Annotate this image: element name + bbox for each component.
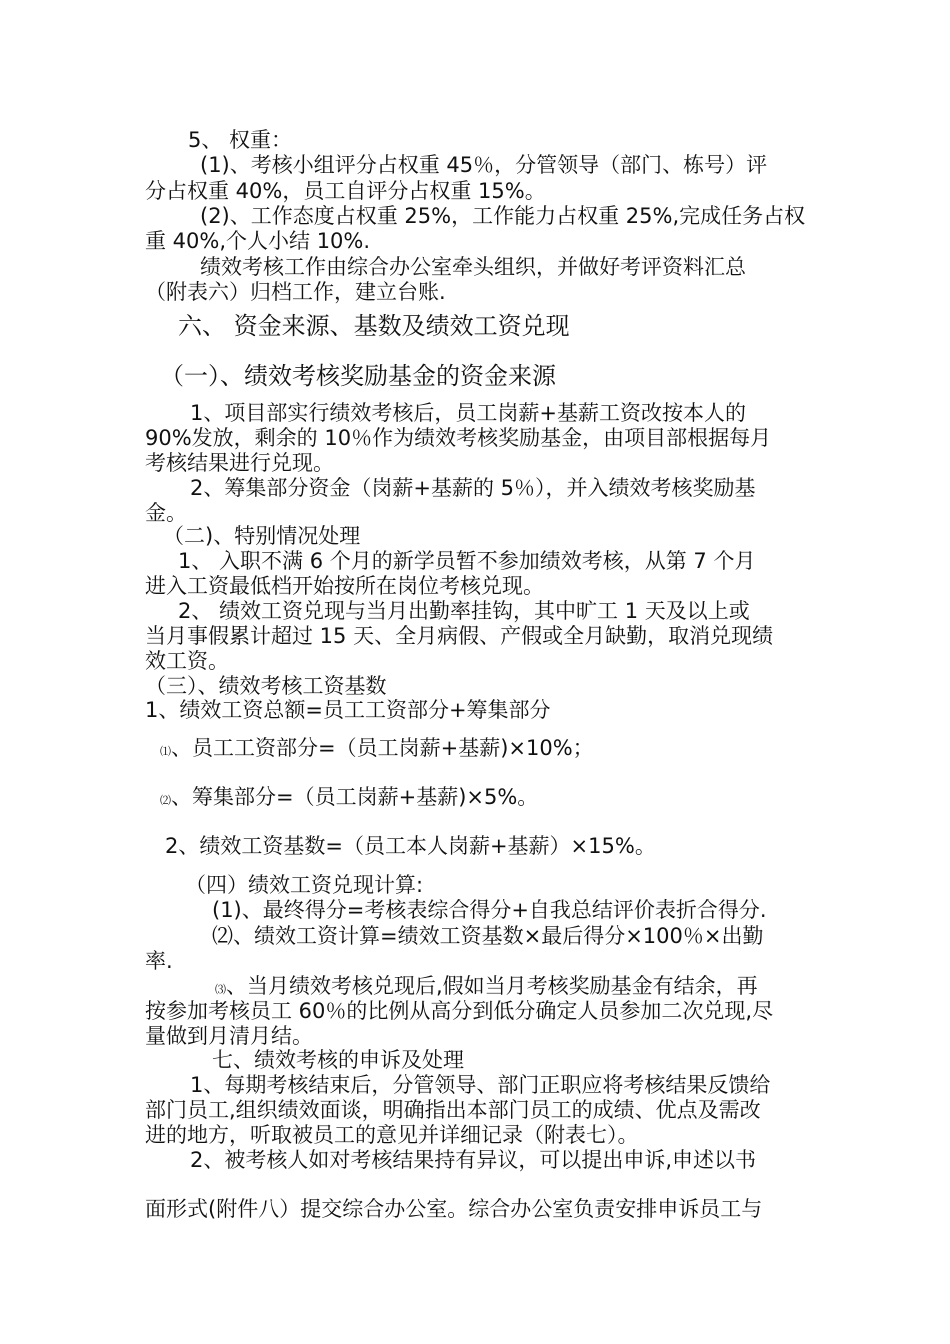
paragraph-line: (2)、工作态度占权重 25%，工作能力占权重 25%,完成任务占权 — [200, 204, 806, 228]
subsection-heading: （一）、绩效考核奖励基金的资金来源 — [160, 362, 556, 390]
formula-text: 、员工工资部分=（员工岗薪+基薪)×10%； — [171, 736, 594, 760]
paragraph-line: 进的地方，听取被员工的意见并详细记录（附表七）。 — [145, 1123, 639, 1147]
paragraph-line: (1)、最终得分=考核表综合得分+自我总结评价表折合得分. — [212, 898, 767, 922]
paragraph-line: 重 40%,个人小结 10%. — [145, 229, 371, 253]
paragraph-line: 金。 — [145, 501, 187, 525]
paragraph-line: 90%发放，剩余的 10％作为绩效考核奖励基金，由项目部根据每月 — [145, 426, 772, 450]
item-number: ⑴ — [160, 745, 171, 758]
paragraph-line: ⑵、绩效工资计算=绩效工资基数×最后得分×100％×出勤 — [212, 924, 764, 948]
paragraph-line: 绩效考核工作由综合办公室牵头组织，并做好考评资料汇总 — [200, 255, 746, 279]
paragraph-line: 效工资。 — [145, 649, 229, 673]
paragraph-line: （附表六）归档工作，建立台账. — [145, 280, 446, 304]
paragraph-line: (1)、考核小组评分占权重 45％，分管领导（部门、栋号）评 — [200, 153, 768, 177]
formula-line — [160, 784, 538, 814]
paragraph-line: 率. — [145, 949, 173, 973]
item-number: ⑵ — [160, 794, 171, 807]
paragraph-line: 1、项目部实行绩效考核后，员工岗薪+基薪工资改按本人的 — [190, 401, 746, 425]
paragraph-text: 、当月绩效考核兑现后,假如当月考核奖励基金有结余，再 — [226, 974, 758, 998]
paragraph-line: 面形式(附件八）提交综合办公室。综合办公室负责安排申诉员工与 — [145, 1197, 763, 1221]
section-7-heading: 七、绩效考核的申诉及处理 — [212, 1048, 464, 1072]
subsection-heading: （四）绩效工资兑现计算: — [185, 873, 424, 897]
formula-text: 、筹集部分=（员工岗薪+基薪)×5%。 — [171, 785, 539, 809]
item-number: ⑶ — [215, 983, 226, 996]
section-5-weights-heading: 5、 权重： — [188, 128, 293, 152]
paragraph-line: 2、被考核人如对考核结果持有异议，可以提出申诉,申述以书 — [190, 1148, 757, 1172]
subsection-heading: （三）、绩效考核工资基数 — [145, 674, 387, 698]
paragraph-line: 进入工资最低档开始按所在岗位考核兑现。 — [145, 574, 544, 598]
paragraph-line: 2、 绩效工资兑现与当月出勤率挂钩，其中旷工 1 天及以上或 — [178, 599, 750, 623]
paragraph-line: 1、绩效工资总额=员工工资部分+筹集部分 — [145, 698, 551, 722]
paragraph-line: 按参加考核员工 60％的比例从高分到低分确定人员参加二次兑现,尽 — [145, 999, 774, 1023]
paragraph-line: 1、每期考核结束后，分管领导、部门正职应将考核结果反馈给 — [190, 1073, 771, 1097]
paragraph-line: 当月事假累计超过 15 天、全月病假、产假或全月缺勤，取消兑现绩 — [145, 624, 774, 648]
paragraph-line: 量做到月清月结。 — [145, 1024, 313, 1048]
formula-line: 2、绩效工资基数=（员工本人岗薪+基薪）×15%。 — [165, 834, 656, 858]
paragraph-line: 考核结果进行兑现。 — [145, 451, 334, 475]
section-6-heading: 六、 资金来源、基数及绩效工资兑现 — [178, 312, 570, 340]
subsection-heading: （二)、特别情况处理 — [163, 524, 361, 548]
formula-line — [160, 735, 594, 765]
paragraph-line: 分占权重 40%，员工自评分占权重 15%。 — [145, 179, 546, 203]
paragraph-line: 1、 入职不满 6 个月的新学员暂不参加绩效考核，从第 7 个月 — [178, 549, 756, 573]
paragraph-line: 2、筹集部分资金（岗薪+基薪的 5％），并入绩效考核奖励基 — [190, 476, 756, 500]
paragraph-line: 部门员工,组织绩效面谈，明确指出本部门员工的成绩、优点及需改 — [145, 1098, 761, 1122]
